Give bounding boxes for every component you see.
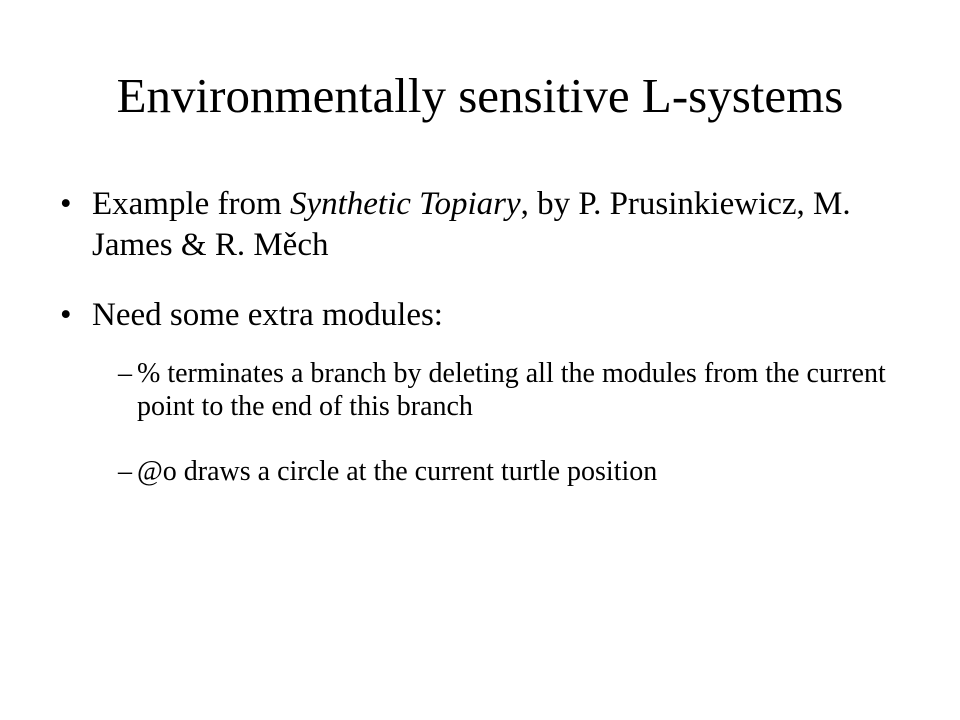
sub-bullet-text: @o draws a circle at the current turtle position [137,456,658,487]
sub-bullet-text: % terminates a branch by deleting all the modules from the current point to the end of this branch [137,358,886,422]
bullet-marker: • [60,297,72,333]
bullet-text-before: Example from [92,186,290,222]
bullet-item-example [60,184,880,266]
book-title: Synthetic Topiary [289,186,521,222]
bullet-marker: • [60,186,72,222]
sub-bullet-circle-module [118,455,898,488]
bullet-item-modules [60,295,880,336]
sub-bullet-marker: – [118,456,132,487]
bullet-text-after: , by P. Prusinkiewicz, M. James & R. Měch [92,186,851,263]
sub-bullet-marker: – [118,358,132,389]
slide-title: Environmentally sensitive L-systems [116,68,844,123]
sub-bullet-percent-module [118,357,898,423]
bullet-text [60,184,880,266]
bullet-text: Need some extra modules: [92,297,443,333]
